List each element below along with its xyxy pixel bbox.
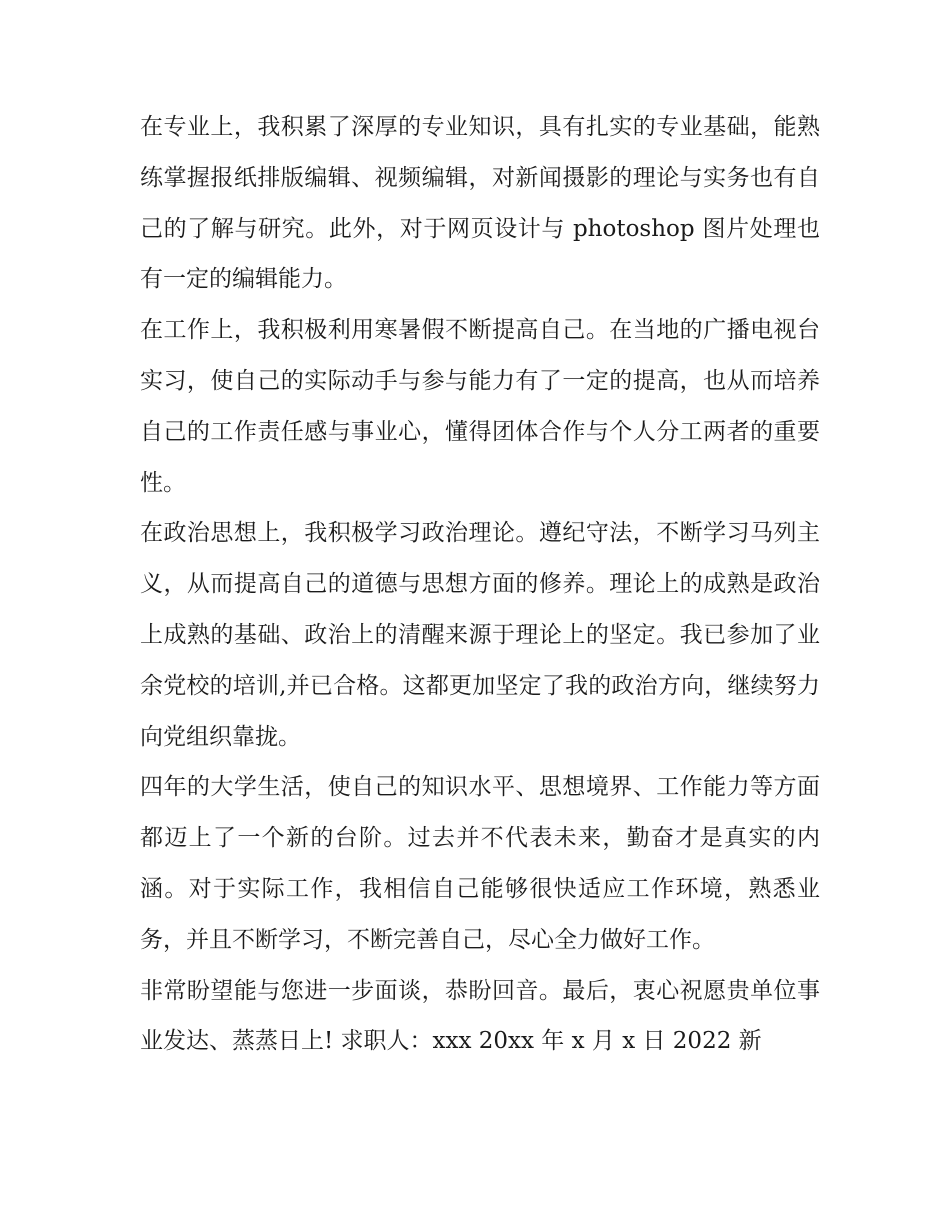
paragraph-political: 在政治思想上，我积极学习政治理论。遵纪守法，不断学习马列主义，从而提高自己的道德与思想方面的修养。理论上的成熟是政治上成熟的基础、政治上的清醒来源于理论上的坚定。我已参加了业余党校的培训,并已合格。这都更加坚定了我的政治方向，继续努力向党组织靠拢。 (140, 520, 820, 750)
paragraph-professional: 在专业上，我积累了深厚的专业知识，具有扎实的专业基础，能熟练掌握报纸排版编辑、视频编辑，对新闻摄影的理论与实务也有自己的了解与研究。此外，对于网页设计与 photoshop 图片处理也有一定的编辑能力。 (140, 114, 820, 293)
document-body (140, 102, 820, 1067)
paragraph-university-life: 四年的大学生活，使自己的知识水平、思想境界、工作能力等方面都迈上了一个新的台阶。过去并不代表未来，勤奋才是真实的内涵。对于实际工作，我相信自己能够很快适应工作环境，熟悉业务，并且不断学习，不断完善自己，尽心全力做好工作。 (140, 774, 820, 953)
paragraph-work: 在工作上，我积极利用寒暑假不断提高自己。在当地的广播电视台实习，使自己的实际动手与参与能力有了一定的提高，也从而培养自己的工作责任感与事业心，懂得团体合作与个人分工两者的重要性。 (140, 317, 820, 496)
paragraph-closing: 非常盼望能与您进一步面谈，恭盼回音。最后，衷心祝愿贵单位事业发达、蒸蒸日上! 求职人：xxx 20xx 年 x 月 x 日 2022 新 (140, 977, 820, 1055)
